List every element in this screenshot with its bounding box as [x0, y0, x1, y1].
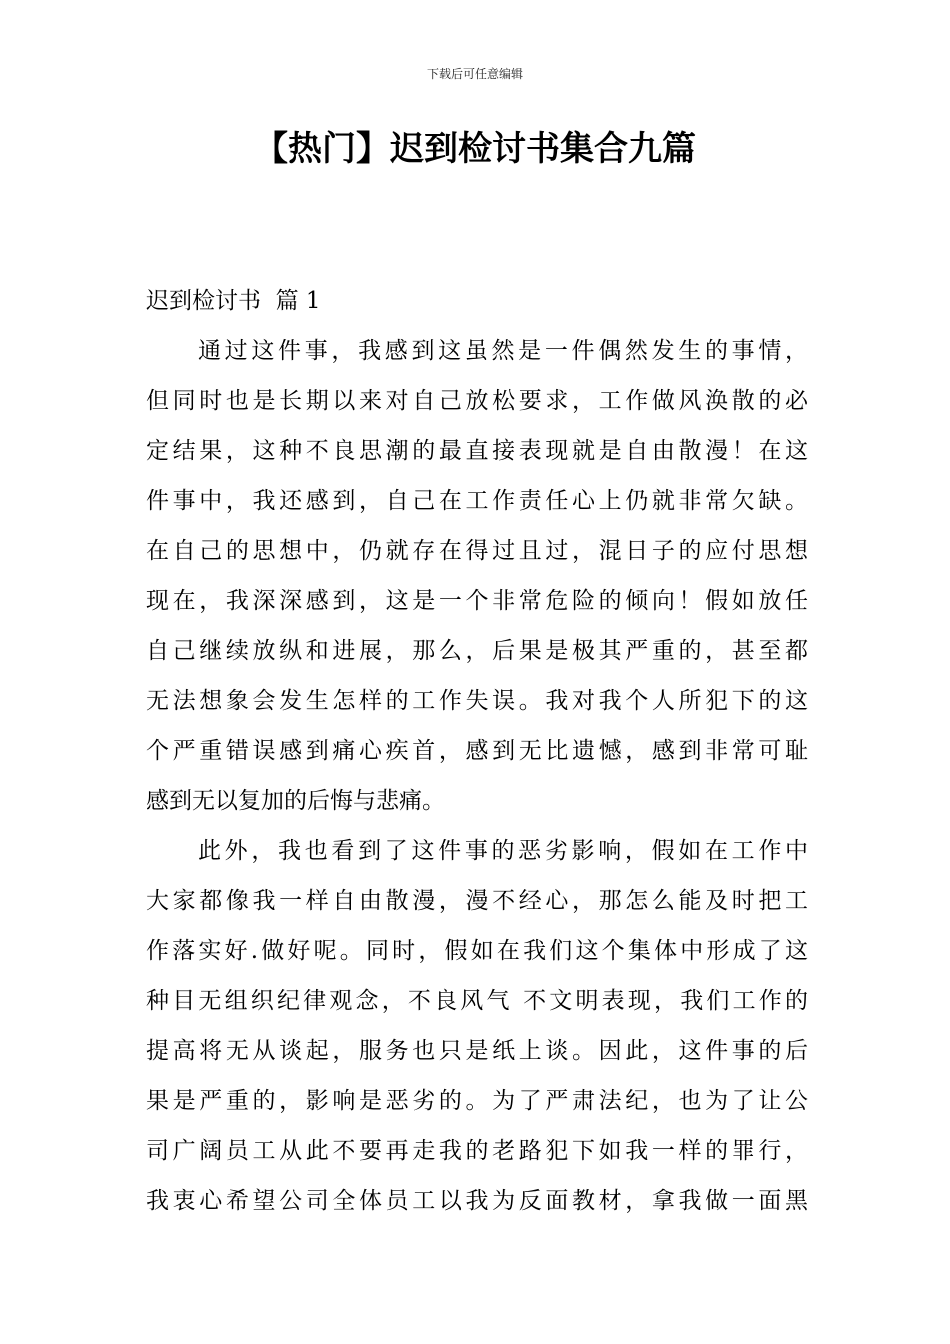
paragraph-line: 作落实好.做好呢。同时，假如在我们这个集体中形成了这 — [146, 938, 808, 964]
paragraph-line: 定结果，这种不良思潮的最直接表现就是自由散漫！在这 — [146, 438, 808, 464]
paragraph-line: 司广阔员工从此不要再走我的老路犯下如我一样的罪行， — [146, 1138, 808, 1164]
body-text — [146, 326, 808, 1226]
paragraph-line: 件事中，我还感到，自己在工作责任心上仍就非常欠缺。 — [146, 488, 808, 514]
paragraph-line: 现在，我深深感到，这是一个非常危险的倾向！假如放任 — [146, 588, 808, 614]
paragraph-line: 个严重错误感到痛心疾首，感到无比遗憾，感到非常可耻 — [146, 738, 808, 764]
paragraph-line: 通过这件事，我感到这虽然是一件偶然发生的事情， — [198, 338, 808, 364]
paragraph-line: 果是严重的，影响是恶劣的。为了严肃法纪，也为了让公 — [146, 1088, 808, 1114]
paragraph-line: 此外，我也看到了这件事的恶劣影响，假如在工作中 — [198, 838, 808, 864]
paragraph-line: 感到无以复加的后悔与悲痛。 — [146, 788, 445, 814]
paragraph-line: 种目无组织纪律观念，不良风气 不文明表现，我们工作的 — [146, 988, 808, 1014]
paragraph-line: 但同时也是长期以来对自己放松要求，工作做风涣散的必 — [146, 388, 808, 414]
paragraph-line: 在自己的思想中，仍就存在得过且过，混日子的应付思想 — [146, 538, 808, 564]
paragraph-line: 我衷心希望公司全体员工以我为反面教材，拿我做一面黑 — [146, 1188, 808, 1214]
paragraph-line: 无法想象会发生怎样的工作失误。我对我个人所犯下的这 — [146, 688, 808, 714]
paragraph-line: 大家都像我一样自由散漫，漫不经心，那怎么能及时把工 — [146, 888, 808, 914]
header-note: 下载后可任意编辑 — [426, 67, 523, 81]
paragraph-line: 提高将无从谈起，服务也只是纸上谈。因此，这件事的后 — [146, 1038, 808, 1064]
paragraph-line: 自己继续放纵和进展，那么，后果是极其严重的，甚至都 — [146, 638, 808, 664]
document-title: 【热门】迟到检讨书集合九篇 — [254, 129, 696, 169]
section-heading: 迟到检讨书 篇 1 — [146, 288, 321, 314]
